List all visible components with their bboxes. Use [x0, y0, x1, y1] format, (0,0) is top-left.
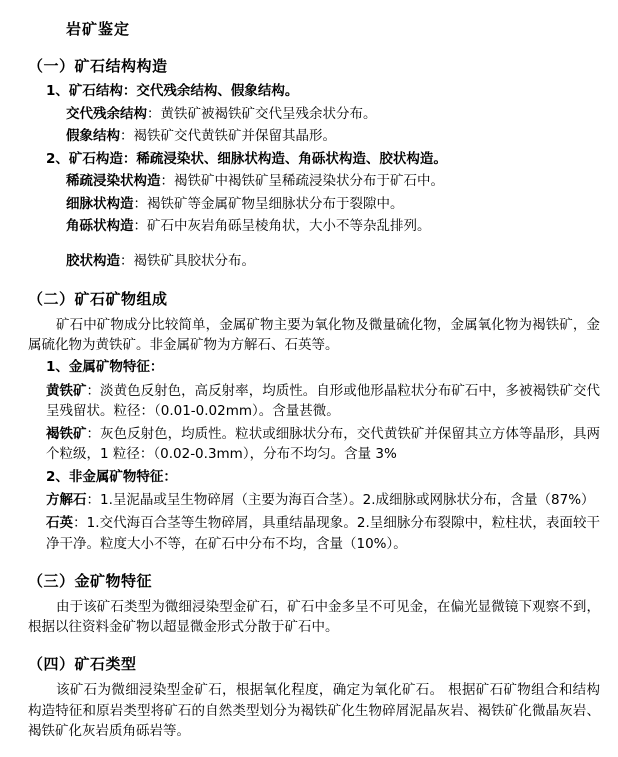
term-label: 交代残余结构 [66, 105, 147, 122]
term-label: 1、矿石结构 [46, 83, 123, 99]
paragraph [46, 82, 600, 102]
paragraph-text: ：褐铁矿交代黄铁矿并保留其晶形。 [120, 128, 336, 145]
term-label: 2、矿石构造 [46, 150, 123, 167]
paragraph [66, 195, 600, 215]
section-heading: （三）金矿物特征 [28, 571, 153, 590]
term-label: 角砾状构造 [66, 218, 134, 235]
term-label: 石英 [46, 515, 74, 532]
paragraph [66, 127, 600, 147]
paragraph-text: ：矿石中灰岩角砾呈棱角状，大小不等杂乱排列。 [133, 218, 431, 235]
paragraph [28, 680, 600, 741]
paragraph-text: ：交代残余结构、假象结构。 [122, 83, 299, 99]
paragraph [28, 315, 600, 356]
term-label: 黄铁矿 [46, 382, 87, 399]
term-label: 2、非金属矿物特征： [46, 468, 177, 485]
term-label: 稀疏浸染状构造 [66, 173, 161, 190]
paragraph-text: ：1.呈泥晶或呈生物碎屑（主要为海百合茎）。2.成细脉或网脉状分布，含量（87%） [86, 492, 595, 509]
paragraph [66, 217, 600, 237]
paragraph [28, 597, 600, 638]
page-title: 岩矿鉴定 [66, 20, 131, 38]
paragraph-text: 矿石中矿物成分比较简单，金属矿物主要为氧化物及微量硫化物，金属氧化物为褐铁矿，金属硫化物为黄铁矿。非金属矿物为方解石、石英等。 [28, 316, 600, 353]
paragraph [46, 358, 600, 378]
paragraph-text: ：稀疏浸染状、细脉状构造、角砾状构造、胶状构造。 [122, 150, 447, 167]
document-body [18, 55, 600, 741]
term-label: 褐铁矿 [46, 426, 87, 443]
paragraph-text: ：1.交代海百合茎等生物碎屑，具重结晶现象。2.呈细脉分布裂隙中，粒柱状，表面较干净干净。粒度大小不等，在矿石中分布不均，含量（10%）。 [46, 515, 601, 552]
paragraph [46, 468, 600, 488]
paragraph [46, 490, 600, 510]
paragraph-text: ：灰色反射色，均质性。粒状或细脉状分布，交代黄铁矿并保留其立方体等晶形，具两个粒级，1 粒径：（0.02-0.3mm），分布不均匀。含量 3% [46, 426, 601, 463]
paragraph-text: ：褐铁矿具胶状分布。 [120, 252, 255, 269]
term-label: 细脉状构造 [66, 195, 134, 212]
paragraph-text: 由于该矿石类型为微细浸染型金矿石，矿石中金多呈不可见金，在偏光显微镜下观察不到，根据以往资料金矿物以超显微金形式分散于矿石中。 [28, 598, 600, 636]
paragraph-spacer [18, 239, 600, 249]
paragraph [46, 513, 600, 554]
paragraph [46, 424, 600, 465]
term-label: 1、金属矿物特征： [46, 359, 164, 375]
section-heading: （四）矿石类型 [28, 655, 137, 674]
paragraph [46, 150, 600, 170]
section-heading: （二）矿石矿物组成 [28, 289, 168, 308]
paragraph [46, 381, 600, 422]
term-label: 胶状构造 [66, 252, 120, 269]
term-label: 假象结构 [66, 128, 120, 145]
paragraph-text: ：淡黄色反射色，高反射率，均质性。自形或他形晶粒状分布矿石中，多被褐铁矿交代呈残留状。粒径：（0.01-0.02mm）。含量甚微。 [46, 382, 601, 419]
paragraph [66, 105, 600, 125]
paragraph-text: ：褐铁矿等金属矿物呈细脉状分布于裂隙中。 [133, 195, 404, 212]
paragraph-text: ：黄铁矿被褐铁矿交代呈残余状分布。 [147, 105, 377, 122]
paragraph-text: ：褐铁矿中褐铁矿呈稀疏浸染状分布于矿石中。 [160, 173, 444, 190]
paragraph-text: 该矿石为微细浸染型金矿石，根据氧化程度，确定为氧化矿石。 根据矿石矿物组合和结构构造特征和原岩类型将矿石的自然类型划分为褐铁矿化生物碎屑泥晶灰岩、褐铁矿化微晶灰岩、褐铁矿化灰岩质角砾岩等。 [28, 682, 600, 739]
section-heading: （一）矿石结构构造 [28, 57, 168, 75]
paragraph [66, 252, 600, 272]
paragraph [66, 172, 600, 192]
term-label: 方解石 [46, 492, 87, 509]
